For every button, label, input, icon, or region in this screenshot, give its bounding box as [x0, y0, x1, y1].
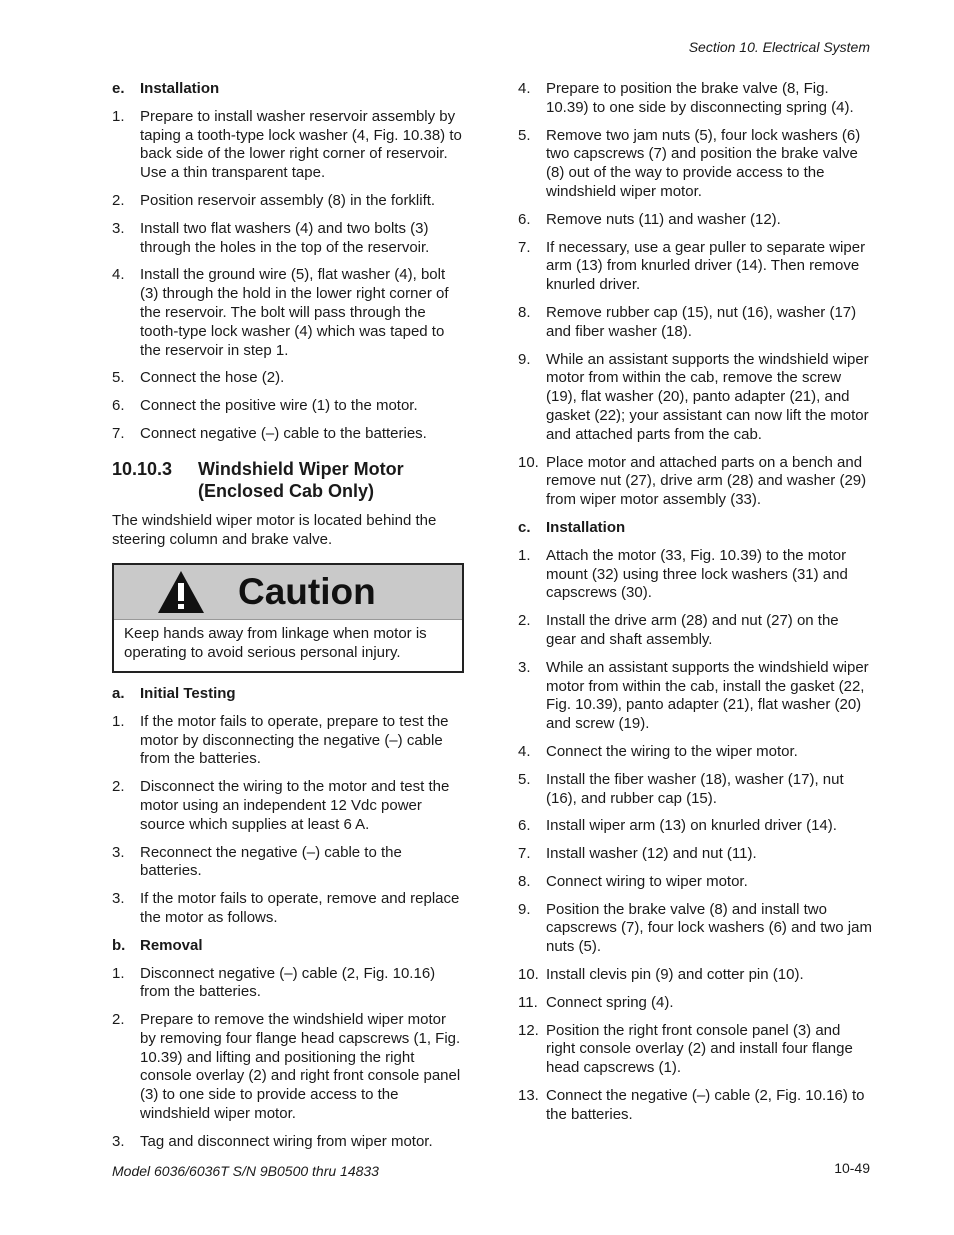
- step-number: 3.: [112, 1132, 125, 1150]
- list-item: [518, 211, 872, 230]
- list-item: [518, 817, 872, 836]
- step-text: Install clevis pin (9) and cotter pin (10).: [546, 966, 804, 984]
- step-text: Connect the negative (–) cable (2, Fig. 10.16) to the batteries.: [546, 1087, 865, 1123]
- list-item: [112, 713, 464, 769]
- step-number: 1.: [112, 107, 125, 125]
- step-number: 2.: [518, 612, 531, 630]
- list-item: [518, 454, 872, 510]
- subheading-letter: a.: [112, 684, 125, 702]
- subheading-letter: e.: [112, 80, 125, 97]
- section-number: 10.10.3: [112, 458, 173, 479]
- list-item: [518, 304, 872, 342]
- list-item: [112, 397, 464, 416]
- installation-e-steps: [112, 108, 464, 444]
- step-number: 13.: [518, 1087, 539, 1105]
- subheading-letter: b.: [112, 936, 126, 954]
- step-text: Position the right front console panel (3) and right console overlay (2) and install four flange head capscrews (1).: [546, 1021, 853, 1077]
- list-item: [518, 547, 872, 603]
- list-item: [112, 192, 464, 211]
- list-item: [518, 239, 872, 295]
- subheading-title: Removal: [140, 936, 203, 954]
- warning-triangle-icon: [156, 569, 206, 615]
- section-title-line2: (Enclosed Cab Only): [198, 480, 375, 501]
- step-text: Disconnect the wiring to the motor and test the motor using an independent 12 Vdc power source which supplies at least 6 A.: [140, 778, 450, 833]
- step-number: 6.: [518, 210, 531, 228]
- list-item: [518, 612, 872, 650]
- step-text: Connect the wiring to the wiper motor.: [546, 742, 798, 760]
- step-number: 8.: [518, 303, 531, 321]
- caution-message: Keep hands away from linkage when motor is operating to avoid serious personal injury.: [124, 625, 427, 662]
- step-number: 10.: [518, 453, 539, 471]
- list-item: [518, 901, 872, 957]
- step-number: 8.: [518, 872, 531, 890]
- step-text: While an assistant supports the windshield wiper motor from within the cab, remove the screw (19), flat washer (20), panto adapter (21), and gasket (22); your assistant can now lift the motor and attached parts from the cab.: [546, 350, 869, 443]
- step-number: 2.: [112, 191, 125, 209]
- list-item: [518, 743, 872, 762]
- list-item: [112, 425, 464, 444]
- caution-banner: [114, 565, 462, 620]
- step-text: Position reservoir assembly (8) in the forklift.: [140, 191, 436, 209]
- step-text: Remove two jam nuts (5), four lock washers (6) two capscrews (7) and position the brake valve (8) out of the way to provide access to the windshield wiper motor.: [546, 126, 861, 200]
- list-item: [518, 351, 872, 445]
- step-number: 3.: [112, 219, 125, 237]
- step-number: 2.: [112, 1011, 125, 1029]
- step-text: Reconnect the negative (–) cable to the batteries.: [140, 843, 402, 880]
- caution-box: [112, 563, 464, 673]
- subheading-title: Initial Testing: [140, 684, 236, 702]
- list-item: [112, 778, 464, 834]
- step-number: 11.: [518, 993, 538, 1011]
- step-text: Disconnect negative (–) cable (2, Fig. 10.16) from the batteries.: [140, 964, 436, 1001]
- step-text: If the motor fails to operate, remove and replace the motor as follows.: [140, 890, 460, 926]
- list-item: [112, 844, 464, 882]
- step-number: 1.: [112, 964, 125, 982]
- step-number: 7.: [112, 424, 125, 442]
- list-item: [518, 1087, 872, 1125]
- step-text: Install the ground wire (5), flat washer (4), bolt (3) through the hold in the lower right corner of the reservoir. The bolt will pass through the tooth-type lock washer (4) which was taped to the reservoir in step 1.: [140, 266, 449, 359]
- step-number: 1.: [518, 546, 531, 564]
- step-number: 4.: [518, 742, 531, 760]
- step-number: 5.: [518, 126, 531, 144]
- list-item: [112, 890, 464, 928]
- step-number: 1.: [112, 712, 125, 730]
- step-text: Install wiper arm (13) on knurled driver (14).: [546, 817, 837, 835]
- section-title: [198, 458, 404, 502]
- subheading-title: Installation: [546, 518, 626, 536]
- step-number: 6.: [518, 817, 531, 835]
- list-item: [518, 873, 872, 892]
- caution-title: Caution: [238, 570, 376, 612]
- step-text: Install the fiber washer (18), washer (17), nut (16), and rubber cap (15).: [546, 770, 844, 807]
- step-number: 3.: [518, 658, 531, 676]
- step-number: 3.: [112, 843, 125, 861]
- section-heading: [112, 458, 464, 502]
- step-number: 7.: [518, 238, 531, 256]
- list-item: [518, 966, 872, 985]
- step-text: If the motor fails to operate, prepare to test the motor by disconnecting the negative (–) cable from the batteries.: [140, 712, 449, 768]
- list-item: [518, 80, 872, 118]
- step-number: 4.: [112, 266, 125, 284]
- footer-model: Model 6036/6036T S/N 9B0500 thru 14833: [112, 1163, 379, 1179]
- page-header: Section 10. Electrical System: [688, 39, 870, 55]
- subheading-installation-c: [518, 519, 872, 538]
- subheading-title: Installation: [140, 80, 220, 97]
- removal-steps: [112, 965, 464, 1152]
- subheading-installation-e: [112, 80, 464, 99]
- step-text: Connect negative (–) cable to the batteries.: [140, 424, 427, 442]
- list-item: [518, 1022, 872, 1078]
- step-text: Install washer (12) and nut (11).: [546, 845, 757, 863]
- list-item: [518, 845, 872, 864]
- step-number: 12.: [518, 1021, 539, 1039]
- step-number: 5.: [518, 770, 531, 788]
- step-text: Connect wiring to wiper motor.: [546, 872, 748, 890]
- step-text: Tag and disconnect wiring from wiper motor.: [140, 1132, 433, 1150]
- step-text: Attach the motor (33, Fig. 10.39) to the motor mount (32) using three lock washers (31) and capscrews (30).: [546, 546, 848, 602]
- list-item: [112, 1011, 464, 1124]
- step-text: Prepare to position the brake valve (8, Fig. 10.39) to one side by disconnecting spring (4).: [546, 80, 854, 116]
- subheading-removal: [112, 937, 464, 956]
- step-number: 3.: [112, 890, 125, 908]
- list-item: [112, 1133, 464, 1152]
- list-item: [518, 994, 872, 1013]
- list-item: [112, 108, 464, 183]
- subheading-initial-testing: [112, 685, 464, 704]
- right-column: [518, 80, 872, 1134]
- step-text: Connect the hose (2).: [140, 369, 285, 387]
- installation-c-steps: [518, 547, 872, 1125]
- step-text: Install two flat washers (4) and two bolts (3) through the holes in the top of the reservoir.: [140, 219, 430, 256]
- step-number: 6.: [112, 397, 125, 415]
- list-item: [112, 266, 464, 360]
- list-item: [112, 369, 464, 388]
- step-text: Position the brake valve (8) and install two capscrews (7), four lock washers (6) and two jam nuts (5).: [546, 900, 872, 956]
- initial-testing-steps: [112, 713, 464, 928]
- list-item: [518, 659, 872, 734]
- intro-paragraph: The windshield wiper motor is located behind the steering column and brake valve.: [112, 511, 437, 548]
- step-number: 7.: [518, 845, 531, 863]
- step-text: Remove rubber cap (15), nut (16), washer (17) and fiber washer (18).: [546, 303, 857, 340]
- subheading-letter: c.: [518, 518, 531, 536]
- step-text: Connect spring (4).: [546, 993, 674, 1011]
- step-text: If necessary, use a gear puller to separate wiper arm (13) from knurled driver (14). Then remove knurled driver.: [546, 238, 866, 294]
- step-number: 2.: [112, 778, 125, 796]
- step-text: While an assistant supports the windshield wiper motor from within the cab, install the gasket (22, Fig. 10.39), panto adapter (21), flat washer (20) and screw (19).: [546, 658, 869, 733]
- step-text: Connect the positive wire (1) to the motor.: [140, 397, 418, 415]
- step-text: Prepare to remove the windshield wiper motor by removing four flange head capscrews (1, Fig. 10.39) and lifting and positioning the right console overlay (2) and right front console panel (3) to one side to provide access to the windshield wiper motor.: [140, 1011, 461, 1123]
- list-item: [518, 771, 872, 809]
- list-item: [112, 220, 464, 258]
- list-item: [518, 127, 872, 202]
- step-number: 4.: [518, 80, 531, 97]
- section-title-line1: Windshield Wiper Motor: [198, 458, 404, 479]
- step-text: Prepare to install washer reservoir assembly by taping a tooth-type lock washer (4, Fig. 10.38) to back side of the lower right corner of reservoir. Use a thin transparent tape.: [140, 107, 462, 182]
- step-number: 10.: [518, 966, 539, 984]
- footer-page-number: 10-49: [834, 1160, 870, 1176]
- step-number: 9.: [518, 900, 531, 918]
- step-text: Install the drive arm (28) and nut (27) on the gear and shaft assembly.: [546, 612, 839, 648]
- step-number: 5.: [112, 369, 125, 387]
- step-number: 9.: [518, 350, 531, 368]
- step-text: Remove nuts (11) and washer (12).: [546, 210, 781, 228]
- list-item: [112, 965, 464, 1003]
- step-text: Place motor and attached parts on a bench and remove nut (27), drive arm (28) and washer (29) from wiper motor assembly (33).: [546, 453, 867, 509]
- removal-continued-steps: [518, 80, 872, 510]
- left-column: [112, 80, 464, 1161]
